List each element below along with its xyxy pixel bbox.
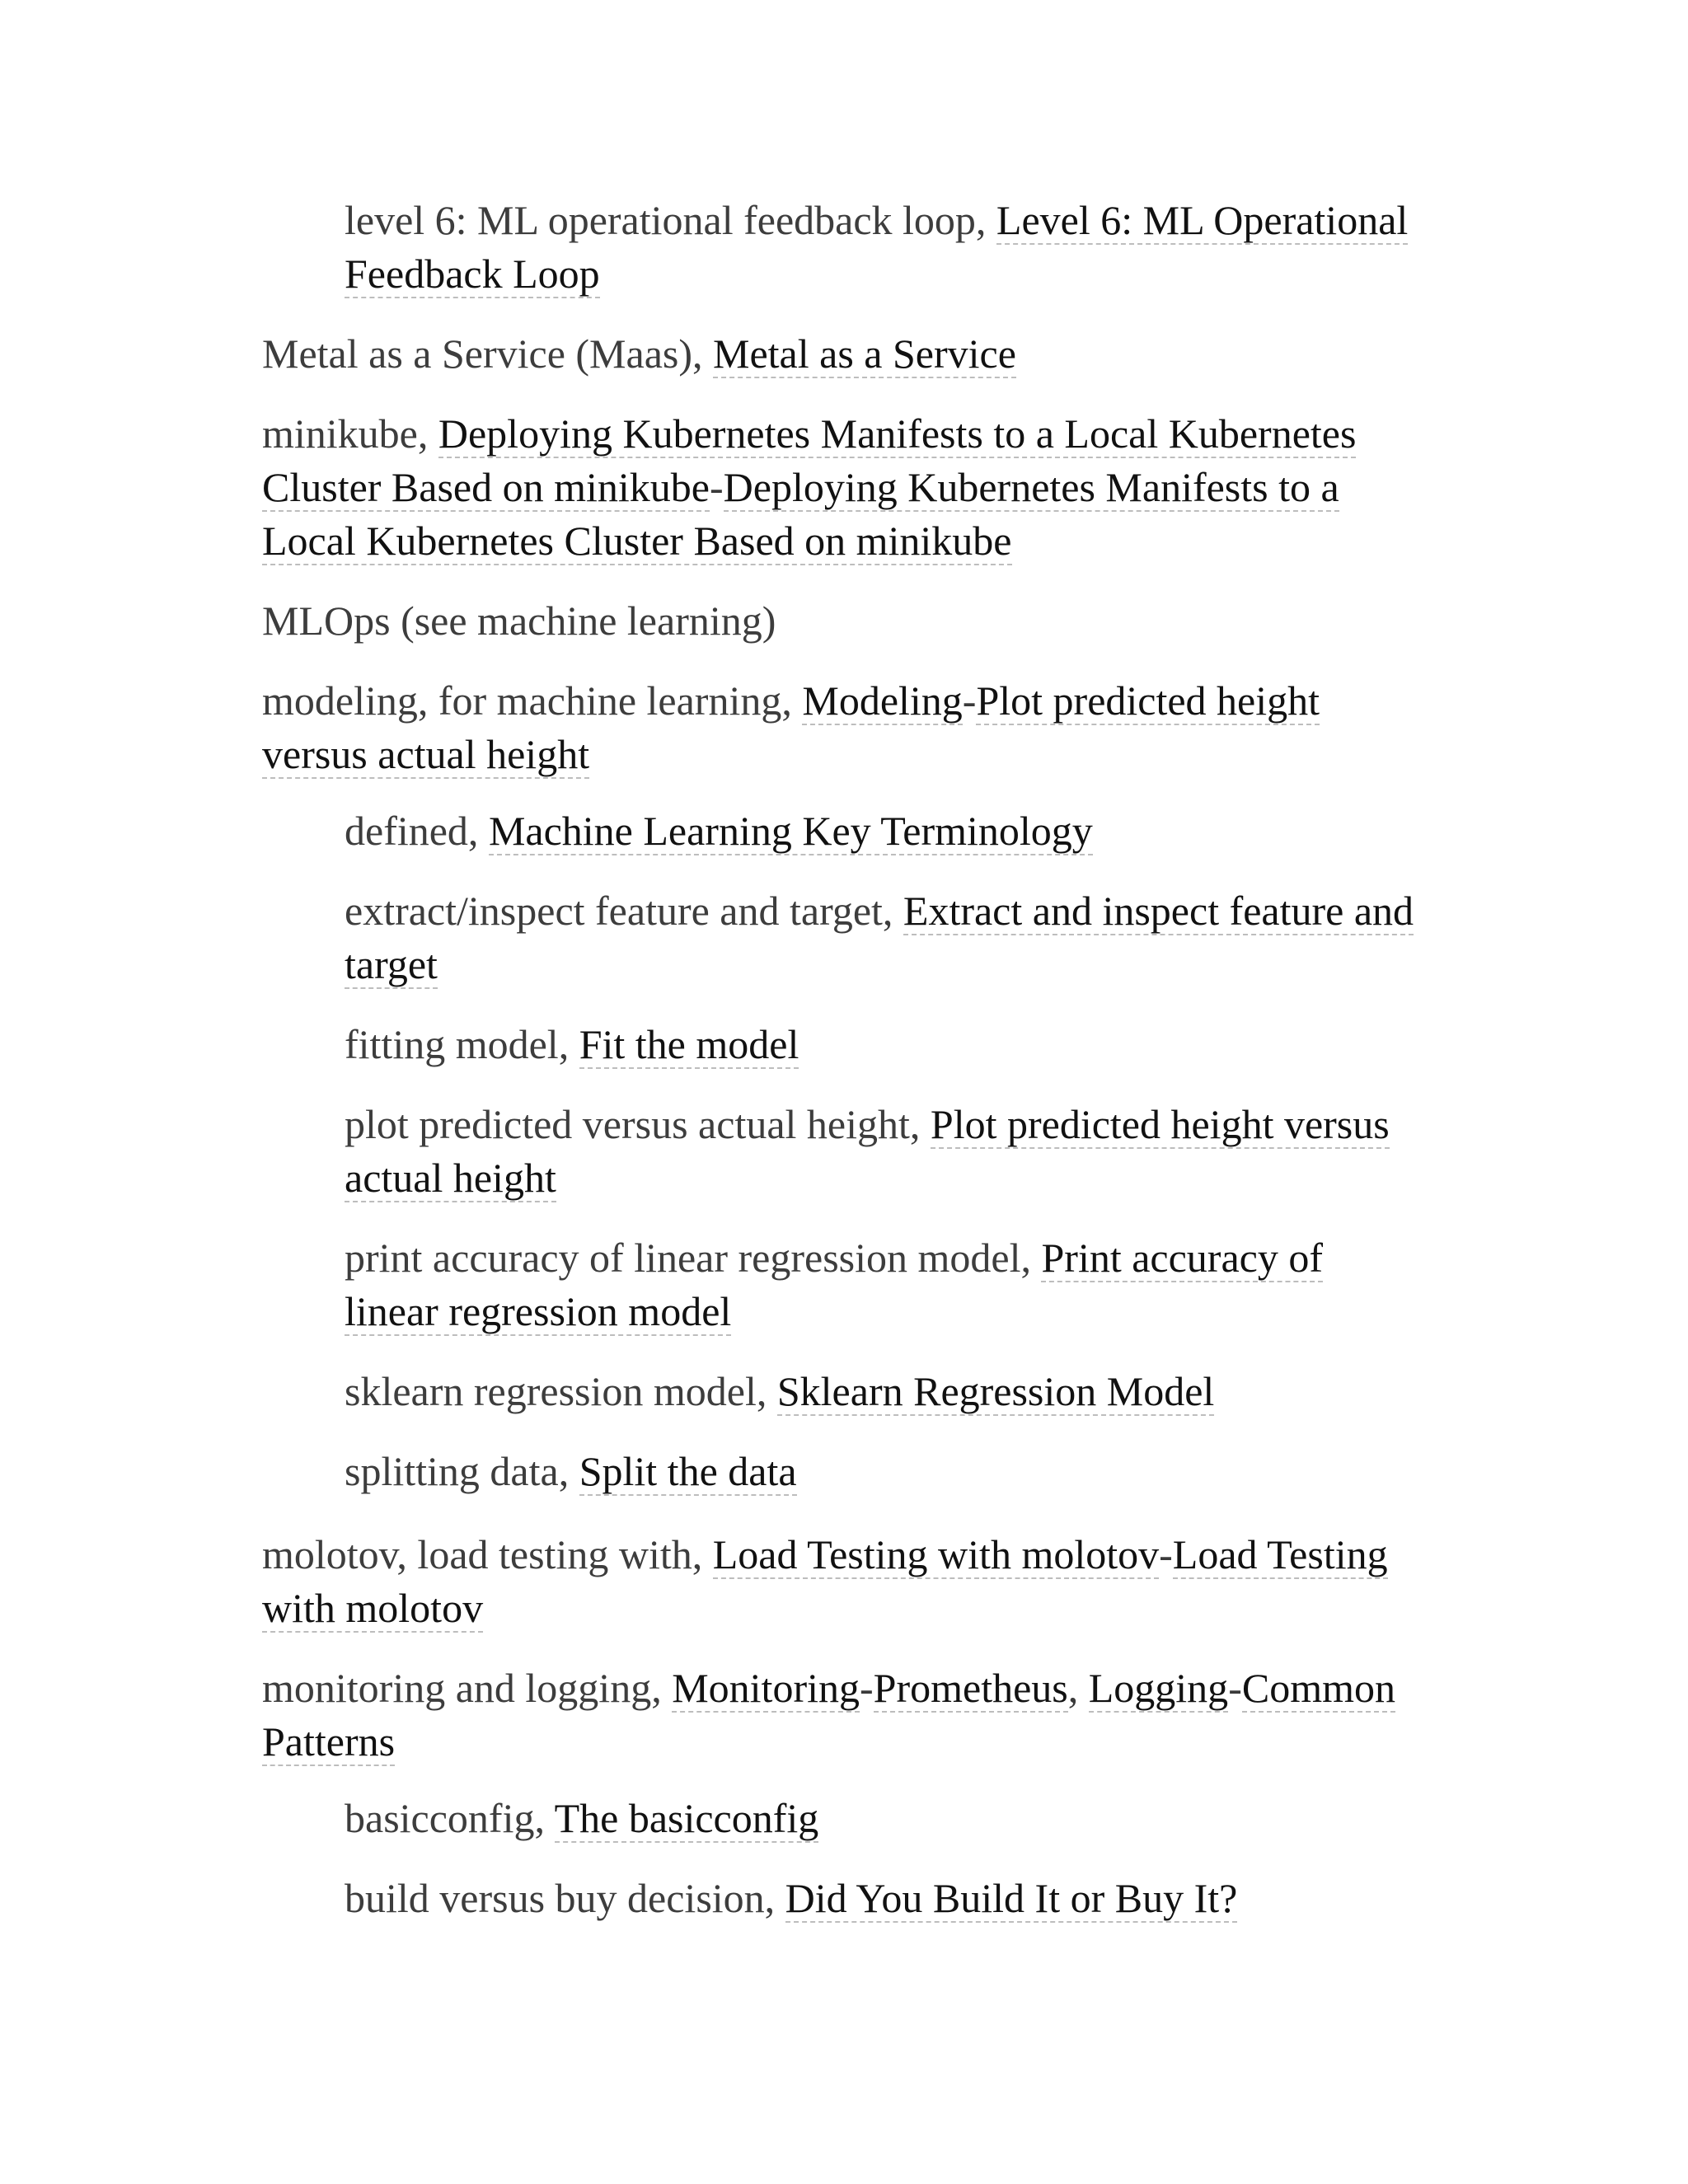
index-link[interactable]: Deploying Kubernetes Manifests to a Local Kubernetes Cluster Based on minikube bbox=[262, 410, 1357, 510]
index-link[interactable]: Prometheus bbox=[873, 1665, 1068, 1711]
index-term: MLOps (see machine learning) bbox=[262, 598, 776, 644]
index-term: modeling, for machine learning, bbox=[262, 677, 803, 724]
list-separator: , bbox=[1067, 1665, 1089, 1711]
index-entry bbox=[262, 327, 1424, 381]
index-term: sklearn regression model, bbox=[345, 1368, 777, 1414]
index-entry bbox=[262, 407, 1424, 568]
range-separator: - bbox=[962, 677, 977, 724]
index-subentry bbox=[345, 1098, 1424, 1205]
range-separator: - bbox=[1159, 1531, 1173, 1577]
index-subentry bbox=[345, 1018, 1424, 1071]
index-term: extract/inspect feature and target, bbox=[345, 888, 903, 934]
index-link[interactable]: Modeling bbox=[802, 677, 963, 724]
index-subentry bbox=[345, 1231, 1424, 1338]
index-term: print accuracy of linear regression model, bbox=[345, 1235, 1042, 1281]
index-subentry bbox=[345, 1872, 1424, 1925]
index-subentry bbox=[345, 1445, 1424, 1498]
index-link[interactable]: Plot predicted height versus actual height bbox=[345, 1101, 1390, 1201]
index-link[interactable]: Common Patterns bbox=[262, 1665, 1395, 1765]
index-term: Metal as a Service (Maas), bbox=[262, 330, 713, 377]
range-separator: - bbox=[860, 1665, 874, 1711]
index-link[interactable]: Did You Build It or Buy It? bbox=[785, 1875, 1238, 1921]
index-term: level 6: ML operational feedback loop, bbox=[345, 197, 996, 243]
index-subentry bbox=[345, 884, 1424, 991]
index-link[interactable]: Split the data bbox=[579, 1448, 797, 1494]
index-subentry bbox=[345, 804, 1424, 858]
index-term: minikube, bbox=[262, 410, 438, 457]
index-link[interactable]: Sklearn Regression Model bbox=[776, 1368, 1215, 1414]
index-term: plot predicted versus actual height, bbox=[345, 1101, 931, 1147]
index-link[interactable]: Load Testing with molotov bbox=[262, 1531, 1388, 1631]
index-link[interactable]: Machine Learning Key Terminology bbox=[488, 808, 1093, 854]
index-page bbox=[262, 194, 1424, 1952]
index-entry bbox=[262, 1661, 1424, 1769]
index-term: build versus buy decision, bbox=[345, 1875, 785, 1921]
index-link[interactable]: Deploying Kubernetes Manifests to a Local Kubernetes Cluster Based on minikube bbox=[262, 464, 1339, 564]
index-link[interactable]: Extract and inspect feature and target bbox=[345, 888, 1414, 987]
index-subentry bbox=[345, 1792, 1424, 1845]
index-entry bbox=[262, 594, 1424, 648]
range-separator: - bbox=[710, 464, 724, 510]
index-term: basicconfig, bbox=[345, 1795, 555, 1841]
index-subentry bbox=[345, 1365, 1424, 1418]
index-link[interactable]: Load Testing with molotov bbox=[712, 1531, 1160, 1577]
index-link[interactable]: Print accuracy of linear regression model bbox=[345, 1235, 1323, 1334]
index-link[interactable]: The basicconfig bbox=[554, 1795, 819, 1841]
index-term: monitoring and logging, bbox=[262, 1665, 673, 1711]
index-link[interactable]: Level 6: ML Operational Feedback Loop bbox=[345, 197, 1409, 297]
index-link[interactable]: Metal as a Service bbox=[713, 330, 1016, 377]
index-link[interactable]: Monitoring bbox=[672, 1665, 860, 1711]
index-entry bbox=[262, 1528, 1424, 1635]
index-link[interactable]: Plot predicted height versus actual height bbox=[262, 677, 1320, 777]
index-entry bbox=[262, 674, 1424, 781]
index-term: defined, bbox=[345, 808, 489, 854]
index-link[interactable]: Fit the model bbox=[579, 1021, 799, 1067]
index-term: splitting data, bbox=[345, 1448, 579, 1494]
range-separator: - bbox=[1228, 1665, 1242, 1711]
index-subentry bbox=[345, 194, 1424, 301]
index-link[interactable]: Logging bbox=[1088, 1665, 1229, 1711]
index-term: molotov, load testing with, bbox=[262, 1531, 713, 1577]
index-term: fitting model, bbox=[345, 1021, 579, 1067]
